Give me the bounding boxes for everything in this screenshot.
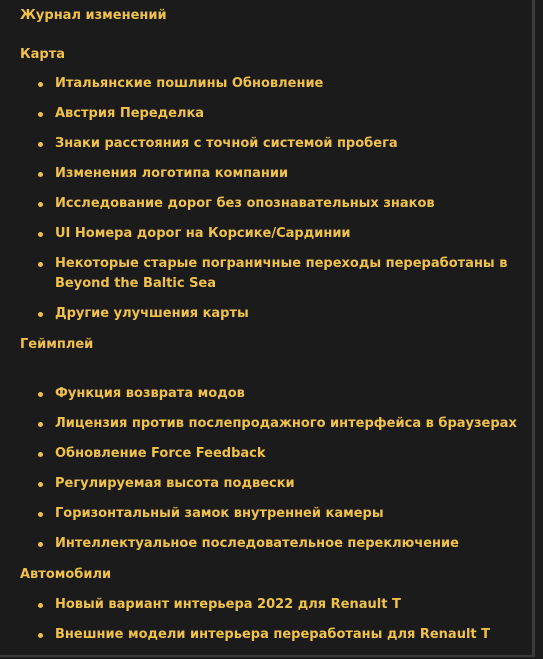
list-item: Знаки расстояния с точной системой пробега bbox=[38, 134, 518, 154]
bullet-icon bbox=[38, 603, 43, 608]
bullet-icon bbox=[38, 262, 43, 267]
list-item: Итальянские пошлины Обновление bbox=[38, 74, 518, 94]
section-heading-map: Карта bbox=[20, 47, 66, 62]
bullet-icon bbox=[38, 232, 43, 237]
bullet-icon bbox=[38, 422, 43, 427]
list-item: Горизонтальный замок внутренней камеры bbox=[38, 504, 518, 524]
bullet-icon bbox=[38, 482, 43, 487]
list-item: Лицензия против послепродажного интерфейса в браузерах bbox=[38, 414, 518, 434]
bullet-icon bbox=[38, 202, 43, 207]
bullet-icon bbox=[38, 512, 43, 517]
bullet-icon bbox=[38, 82, 43, 87]
bullet-icon bbox=[38, 452, 43, 457]
changelog-title: Журнал изменений bbox=[20, 8, 167, 23]
bullet-icon bbox=[38, 633, 43, 638]
list-item: Изменения логотипа компании bbox=[38, 164, 518, 184]
list-item: Функция возврата модов bbox=[38, 384, 518, 404]
list-item: Обновление Force Feedback bbox=[38, 444, 518, 464]
bullet-icon bbox=[38, 542, 43, 547]
section-heading-gameplay: Геймплей bbox=[20, 337, 94, 352]
bullet-icon bbox=[38, 312, 43, 317]
list-item: Другие улучшения карты bbox=[38, 304, 518, 324]
list-item: Исследование дорог без опознавательных знаков bbox=[38, 194, 518, 214]
bullet-icon bbox=[38, 142, 43, 147]
list-item: Интеллектуальное последовательное переключение bbox=[38, 534, 518, 554]
list-item: Регулируемая высота подвески bbox=[38, 474, 518, 494]
list-item: UI Номера дорог на Корсике/Сардинии bbox=[38, 224, 518, 244]
list-item: Австрия Переделка bbox=[38, 104, 518, 124]
section-heading-vehicles: Автомобили bbox=[20, 567, 112, 582]
bullet-icon bbox=[38, 112, 43, 117]
bullet-icon bbox=[38, 172, 43, 177]
bullet-icon bbox=[38, 392, 43, 397]
list-item: Внешние модели интерьера переработаны для Renault T bbox=[38, 625, 518, 645]
list-item: Новый вариант интерьера 2022 для Renault T bbox=[38, 595, 518, 615]
list-item: Некоторые старые пограничные переходы переработаны в Beyond the Baltic Sea bbox=[38, 254, 518, 294]
